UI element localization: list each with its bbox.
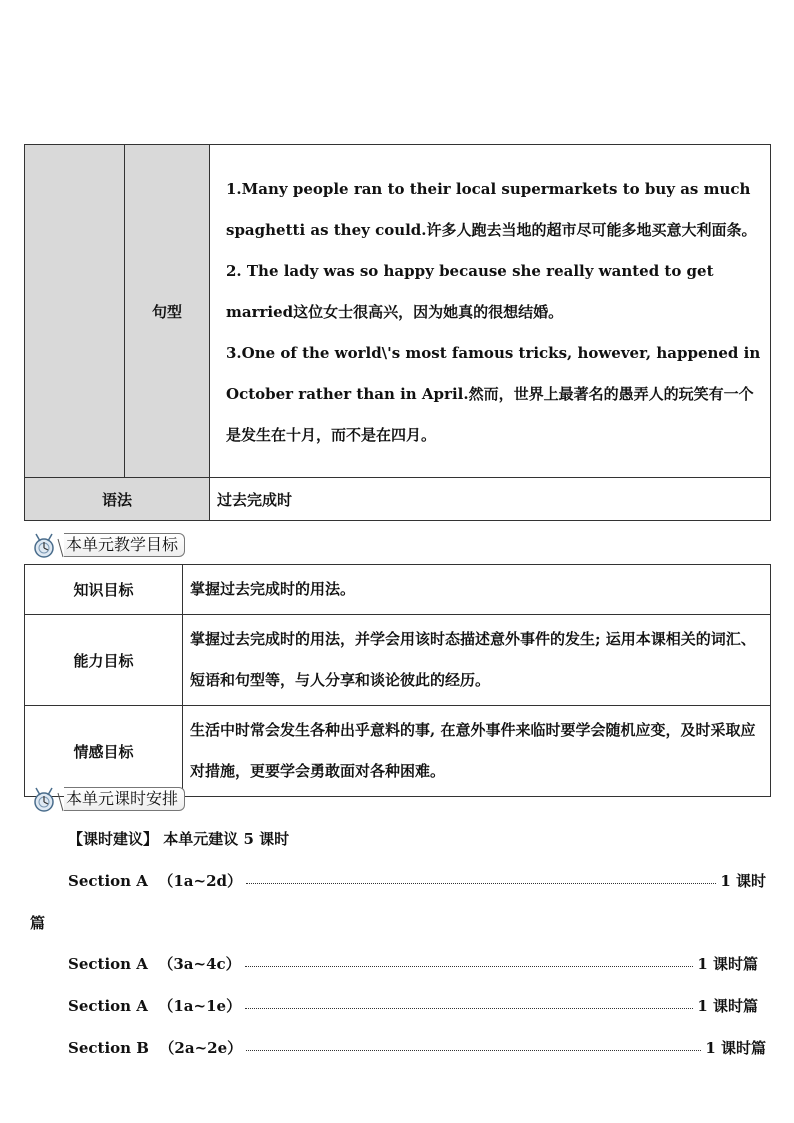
schedule-hours: 1 课时 xyxy=(720,872,766,890)
table-row xyxy=(25,565,771,615)
schedule-section: Section A xyxy=(68,954,148,973)
goal-label: 情感目标 xyxy=(25,706,183,797)
leader-dots xyxy=(246,883,716,884)
pattern-label-cell xyxy=(125,145,210,478)
pattern-label: 句型 xyxy=(151,302,182,321)
schedule-hours: 1 课时篇 xyxy=(705,1039,766,1057)
list-item xyxy=(68,870,766,891)
goal-label: 知识目标 xyxy=(25,565,183,615)
schedule-hours: 1 课时篇 xyxy=(697,955,758,973)
schedule-range: （1a~1e） xyxy=(158,997,242,1015)
sentences-cell xyxy=(210,145,771,478)
grammar-text: 过去完成时 xyxy=(217,490,293,509)
schedule-hours: 1 课时篇 xyxy=(697,997,758,1015)
goal-text: 生活中时常会发生各种出乎意料的事, 在意外事件来临时要学会随机应变，及时采取应对措施，更要学会勇敢面对各种困难。 xyxy=(183,706,771,797)
clock-compass-icon xyxy=(30,785,64,813)
list-item xyxy=(68,1037,766,1058)
grammar-label-cell xyxy=(25,478,210,521)
sentence-3: 3.One of the world\'s most famous tricks, however, happened in October rather than in April.然而，世界上最著名的愚弄人的玩笑有一个是发生在十月，而不是在四月。 xyxy=(226,343,761,444)
goal-text: 掌握过去完成时的用法，并学会用该时态描述意外事件的发生; 运用本课相关的词汇、短语和句型等，与人分享和谈论彼此的经历。 xyxy=(183,615,771,706)
schedule-section: Section B xyxy=(68,1038,149,1057)
schedule-section: Section A xyxy=(68,871,148,890)
clock-compass-icon xyxy=(30,531,64,559)
vocabulary-table xyxy=(24,144,771,521)
goal-label: 能力目标 xyxy=(25,615,183,706)
list-item xyxy=(68,953,758,974)
schedule-range: （3a~4c） xyxy=(158,955,241,973)
schedule-header-label: 本单元课时安排 xyxy=(64,787,185,811)
schedule-suffix: 篇 xyxy=(30,914,46,932)
sentence-1: 1.Many people ran to their local supermarkets to buy as much spaghetti as they could.许多人跑去当地的超市尽可能多地买意大利面条。 xyxy=(226,179,757,239)
sentence-2: 2. The lady was so happy because she really wanted to get married这位女士很高兴，因为她真的很想结婚。 xyxy=(226,261,714,321)
goals-header xyxy=(30,531,185,559)
list-item xyxy=(68,995,758,1016)
schedule-section: Section A xyxy=(68,996,148,1015)
schedule-range: （2a~2e） xyxy=(159,1039,243,1057)
leader-dots xyxy=(245,966,694,967)
leader-dots xyxy=(246,1050,701,1051)
goal-text: 掌握过去完成时的用法。 xyxy=(183,565,771,615)
blank-category-cell xyxy=(25,145,125,478)
grammar-label: 语法 xyxy=(101,490,132,509)
schedule-header xyxy=(30,785,185,813)
goals-header-label: 本单元教学目标 xyxy=(64,533,185,557)
schedule-range: （1a~2d） xyxy=(158,872,243,890)
leader-dots xyxy=(245,1008,693,1009)
table-row xyxy=(25,706,771,797)
table-row xyxy=(25,615,771,706)
goals-table xyxy=(24,564,771,797)
grammar-text-cell xyxy=(210,478,771,521)
schedule-suggestion: 【课时建议】 本单元建议 5 课时 xyxy=(68,830,290,848)
